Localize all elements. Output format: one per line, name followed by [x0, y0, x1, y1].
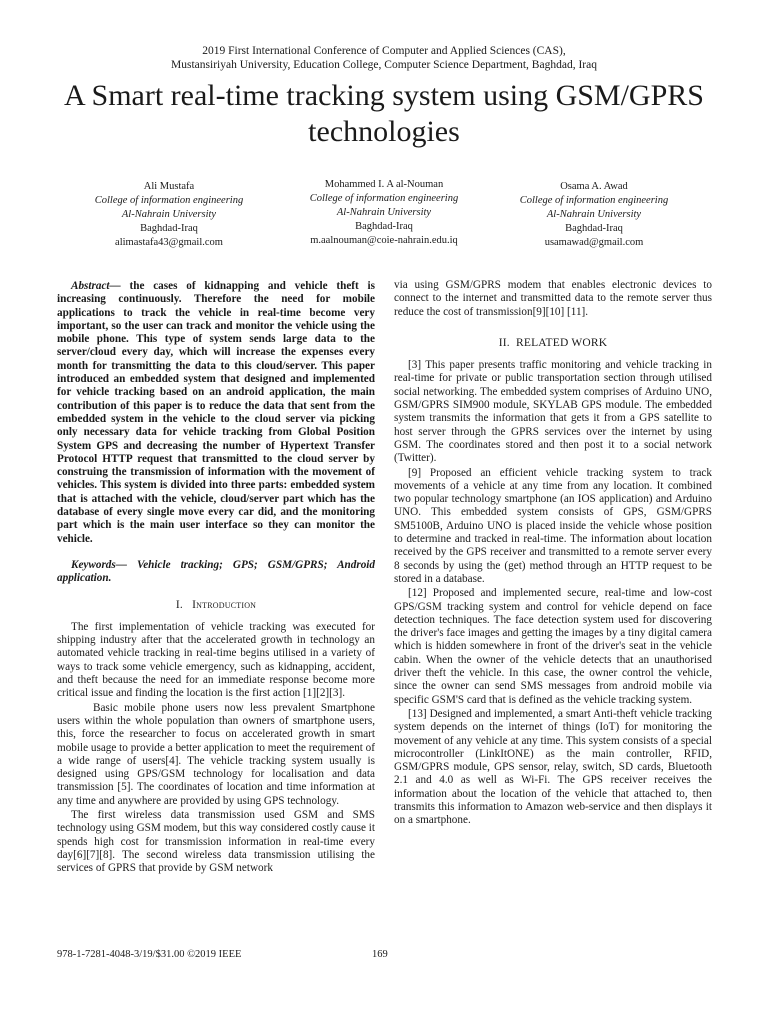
author-name: Ali Mustafa: [143, 181, 195, 192]
abstract-label: Abstract—: [71, 280, 121, 292]
author-affiliation: College of information engineering: [519, 195, 669, 206]
related-work-paragraph: [12] Proposed and implemented secure, real-time and low-cost GPS/GSM tracking system and control for vehicle depend on face detection techniques. The face detection system used for discovering the driver's face images and getting the images by a tiny digital camera which is hidden somewhere in front of the driver's seat in the vehicle cabin. When the owner of the vehicle detects that an unauthorised driver theft the vehicle. In this case, the owner control the vehicle, since the owner can send SMS messages from android mobile via specific GSM'S card that is defined as the vehicle tracking system.: [394, 587, 712, 706]
section-number: II.: [498, 336, 510, 349]
author-affiliation: College of information engineering: [309, 193, 459, 204]
intro-paragraph: Basic mobile phone users now less prevalent Smartphone users within the whole population than owners of smartphone users, this, force the researcher to focus on accelerated growth in smart mobile usage to provide a better application to meet the requirement of a wide range of users[4]. The vehicle tracking system usually is designed using GPS/GSM technology for localisation and data transmission [5]. The coordinates of location and time information at any time and anywhere are provided by using GPS technology.: [57, 701, 375, 807]
keywords-label: Keywords—: [71, 558, 127, 571]
abstract: [57, 280, 375, 546]
paper-title: A Smart real-time tracking system using GSM/GPRS technologies: [64, 79, 704, 148]
copyright-footer: 978-1-7281-4048-3/19/$31.00 ©2019 IEEE: [57, 949, 242, 960]
intro-paragraph: The first wireless data transmission used GSM and SMS technology using GSM modem, but this way considered costly cause it spends high cost for transmission information in real-time every day[6][7][8]. The second wireless data transmission utilising the services of GPRS that provide by GSM network: [57, 808, 375, 875]
section-title: RELATED WORK: [515, 336, 608, 349]
author-university: Al-Nahrain University: [546, 209, 642, 220]
keywords-text: Vehicle tracking; GPS; GSM/GPRS; Android application.: [57, 558, 375, 585]
right-column: [394, 279, 712, 829]
abstract-text: the cases of kidnapping and vehicle theft is increasing continuously. Therefore the need for mobile applications to track the vehicle in real-time become very important, so the user can track and monitor the vehicle using the mobile phone. This type of system sends large data to the server/cloud every day, which will increase the expenses every month for transmitting the data to this cloud/server. This paper introduced an embedded system that designed and implemented for vehicle tracking based on an android application, the main contribution of this paper is to reduce the data that sent from the embedded system in the vehicle to the cloud server via picking only necessary data for vehicle tracking from Global Position System GPS and decreasing the number of Hypertext Transfer Protocol HTTP request that transmitted to the cloud server by construing the transmission of information with the movement of vehicles. This system is divided into three parts: embedded system that is attached with the vehicle, cloud/server part which has the database of every single move every car did, and the monitoring part which is the main user interface so they can monitor the vehicle.: [57, 280, 375, 545]
author-block-3: [489, 180, 699, 250]
author-affiliation: College of information engineering: [94, 195, 244, 206]
conference-line-1: 2019 First International Conference of Computer and Applied Sciences (CAS),: [202, 45, 566, 57]
intro-continuation: via using GSM/GPRS modem that enables electronic devices to connect to the internet and transmitted data to the remote server thus reduce the cost of transmission[9][10] [11].: [394, 279, 712, 318]
keywords: [57, 559, 375, 586]
author-block-2: [279, 178, 489, 248]
intro-paragraph: The first implementation of vehicle tracking was executed for shipping industry after that the accelerated growth in technology an automated vehicle tracking in real-time begins utilised in a variety of ways to track some vehicle emergency, such as kidnapping, accident, and theft because the need for an immediate response become more critical issue and finding the location is the first action [1][2][3].: [57, 620, 375, 700]
page-number: 169: [372, 949, 388, 960]
author-name: Mohammed I. A al-Nouman: [324, 179, 444, 190]
author-university: Al-Nahrain University: [336, 207, 432, 218]
section-number: I.: [175, 598, 183, 611]
author-city: Baghdad-Iraq: [140, 223, 198, 234]
related-work-paragraph: [9] Proposed an efficient vehicle tracking system to track movements of a vehicle at any time from any location. It combined two popular technology smartphone (an IOS application) and Arduino UNO. This embedded system consists of GPS, GSM/GPRS SM5100B, Arduino UNO is placed inside the vehicle whose position to determine and tracked in real-time. The information about location received by the GPS receiver and transmitted to a remote server every 8 seconds by using the (get) method through an HTTP request to be stored in a database.: [394, 466, 712, 585]
section-heading-related-work: [394, 337, 712, 350]
conference-line-2: Mustansiriyah University, Education College, Computer Science Department, Baghdad, Iraq: [171, 59, 597, 71]
conference-header: [0, 44, 768, 72]
section-heading-introduction: [57, 599, 375, 612]
author-city: Baghdad-Iraq: [355, 221, 413, 232]
author-email: alimastafa43@gmail.com: [115, 237, 223, 248]
author-block-1: [64, 180, 274, 250]
author-email: usamawad@gmail.com: [544, 237, 644, 248]
author-university: Al-Nahrain University: [121, 209, 217, 220]
related-work-paragraph: [3] This paper presents traffic monitoring and vehicle tracking in real-time for private or public transportation section through utilised social networking. The embedded system comprises of Arduino UNO, GSM/GPRS SIM900 module, SKYLAB GPS module. The embedded system transmits the information that gets it from a GPS satellite to host server through the GPRS services over the internet by using GSM. The coordinates stored and then post it to a social network (Twitter).: [394, 359, 712, 465]
author-email: m.aalnouman@coie-nahrain.edu.iq: [310, 235, 458, 246]
author-name: Osama A. Awad: [560, 181, 628, 192]
left-column: [57, 280, 375, 876]
author-city: Baghdad-Iraq: [565, 223, 623, 234]
section-title: Introduction: [192, 598, 257, 611]
related-work-paragraph: [13] Designed and implemented, a smart Anti-theft vehicle tracking system depends on the internet of things (IoT) for monitoring the movement of any vehicle at any time. This system consists of a special microcontroller (LinkItONE) as the main controller, RFID, GSM/GPRS module, GPS sensor, relay, switch, SD cards, Bluetooth 2.1 and 4.0 as well as Wi-Fi. The GPS receiver receives the information about the location of the vehicle that attached to, then transmits this information to Amazon web-service and then displays it on a smartphone.: [394, 707, 712, 827]
